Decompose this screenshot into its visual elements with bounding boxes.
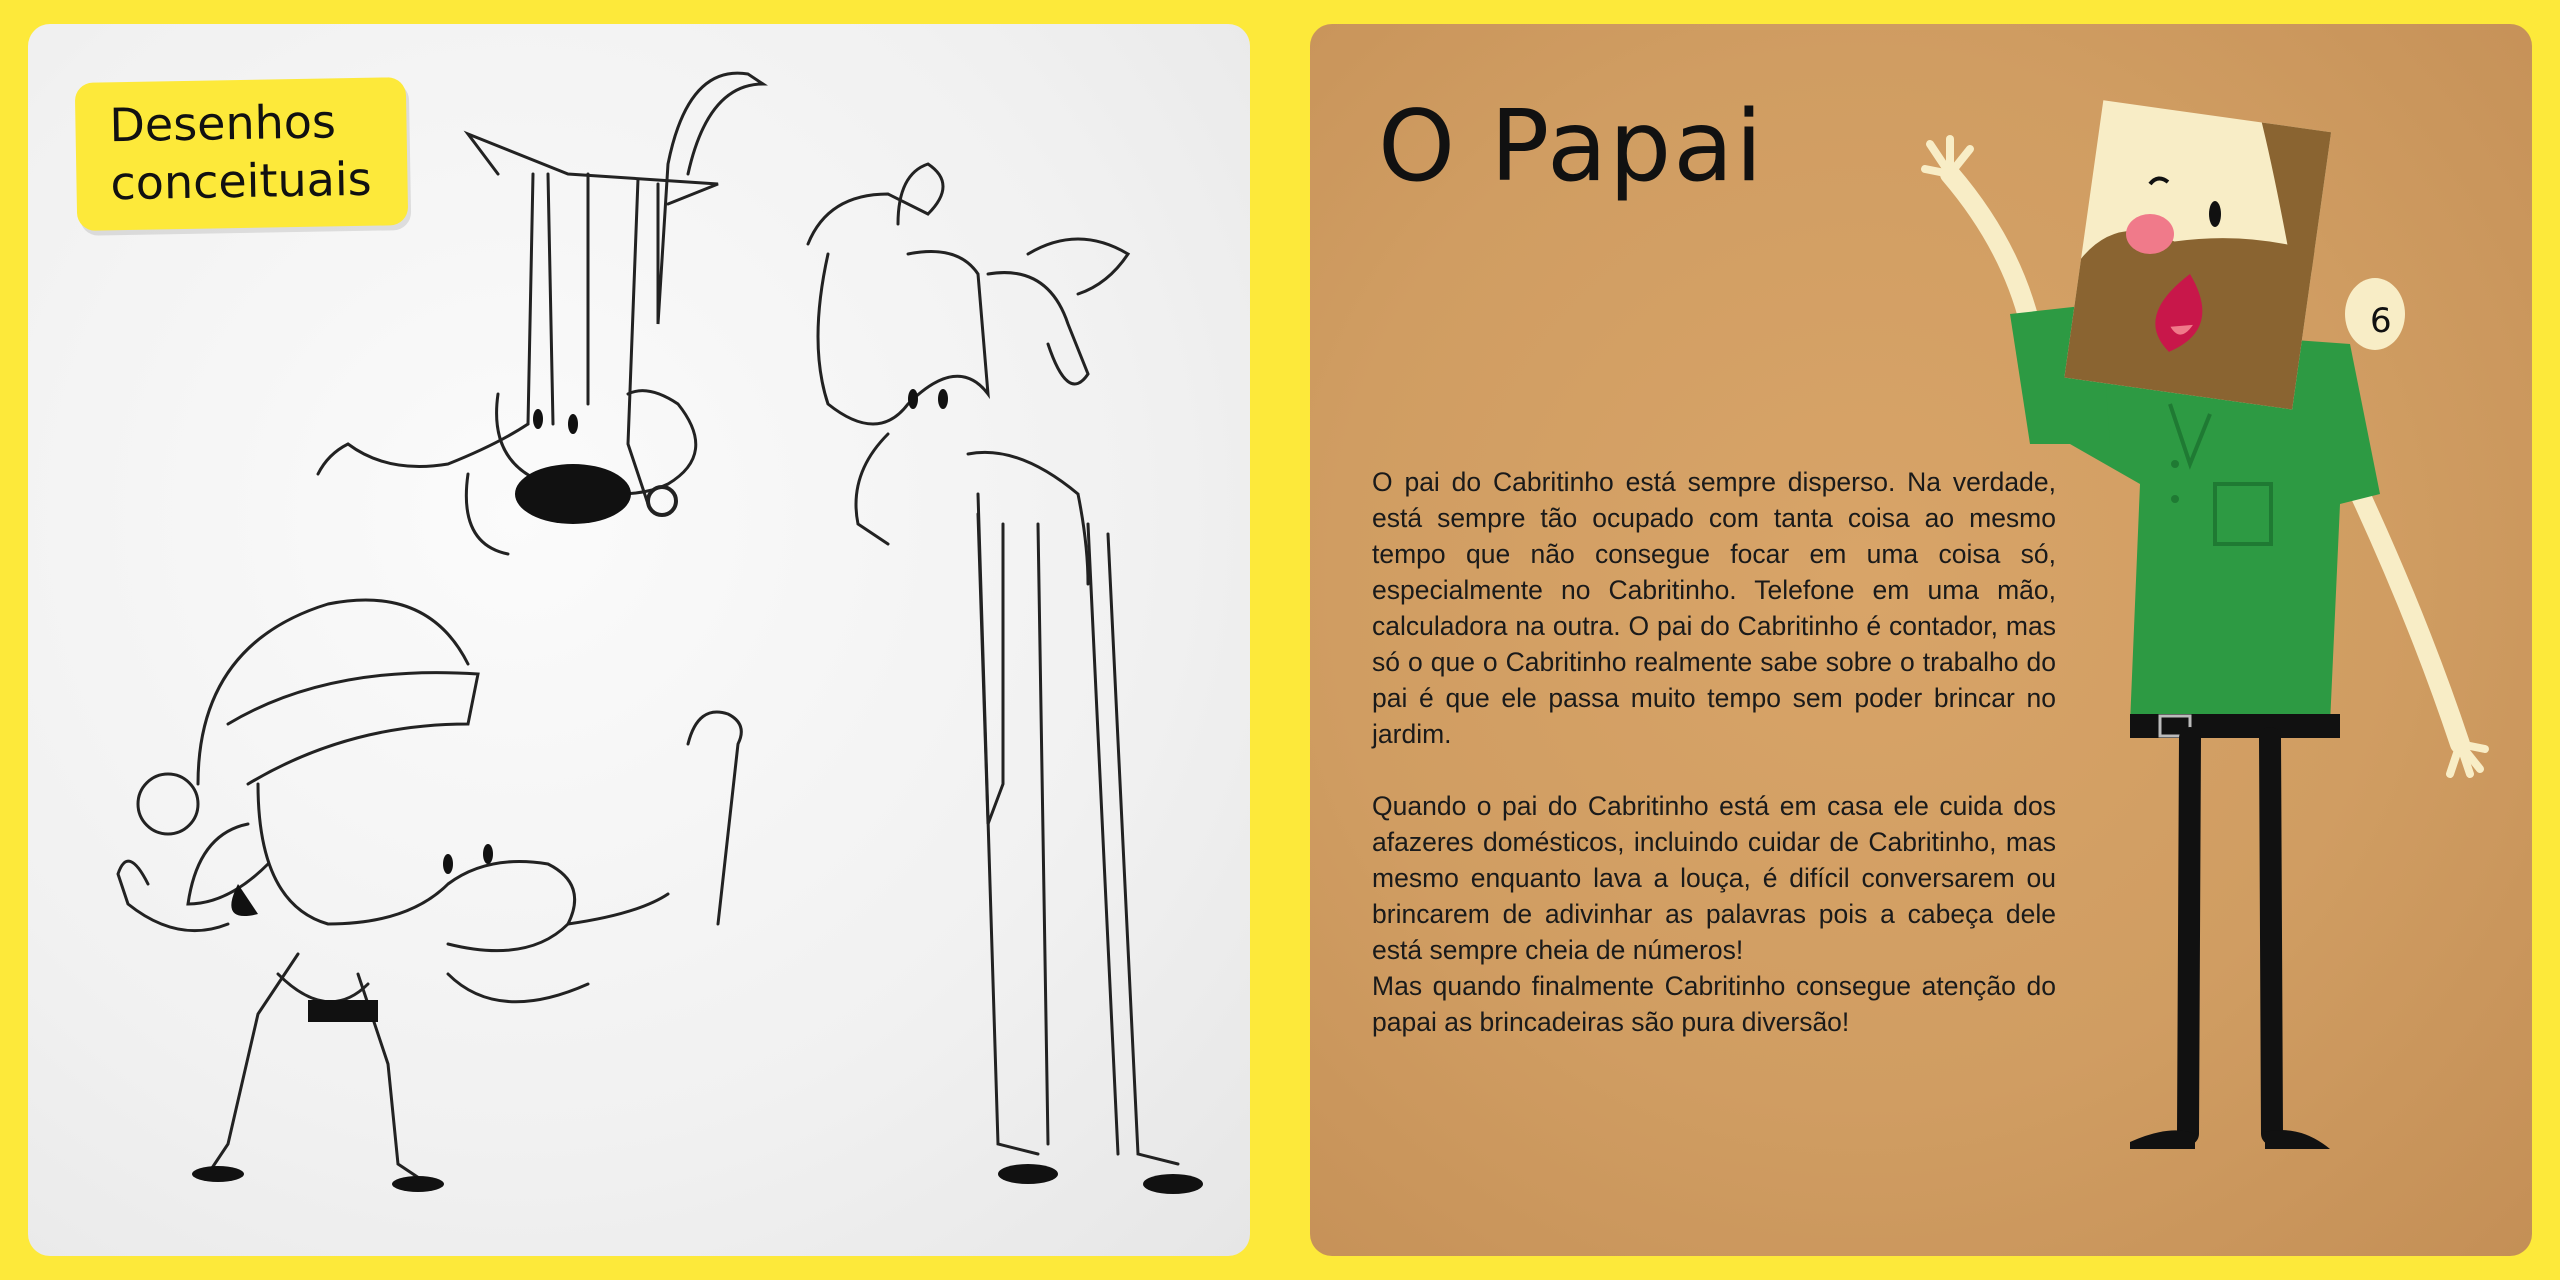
ear-number: 6 — [2370, 301, 2392, 341]
dad-character-illustration — [1310, 24, 2532, 1256]
page-title: O Papai — [1378, 90, 1765, 204]
description-paragraph-3: Mas quando finalmente Cabritinho consegue atenção do papai as brincadeiras são pura diversão! — [1372, 971, 2056, 1037]
tag-line-1: Desenhos — [109, 94, 337, 153]
tag-line-2: conceituais — [110, 151, 373, 211]
character-description-page — [1310, 24, 2532, 1256]
description-paragraph-2: Quando o pai do Cabritinho está em casa ele cuida dos afazeres domésticos, incluindo cuidar de Cabritinho, mas mesmo enquanto lava a louça, é difícil conversarem ou brincarem de adivinhar as palavras pois a cabeça dele está sempre cheia de números! — [1372, 791, 2056, 965]
description-paragraph-1: O pai do Cabritinho está sempre disperso. Na verdade, está sempre tão ocupado com tanta coisa ao mesmo tempo que não consegue focar em uma coisa só, especialmente no Cabritinho. Telefone em uma mão, calculadora na outra. O pai do Cabritinho é contador, mas só o que o Cabritinho realmente sabe sobre o trabalho do pai é que ele passa muito tempo sem poder brincar no jardim. — [1372, 467, 2056, 749]
concept-sketches-page — [28, 24, 1250, 1256]
santa-goat-sketch — [28, 24, 1250, 1256]
